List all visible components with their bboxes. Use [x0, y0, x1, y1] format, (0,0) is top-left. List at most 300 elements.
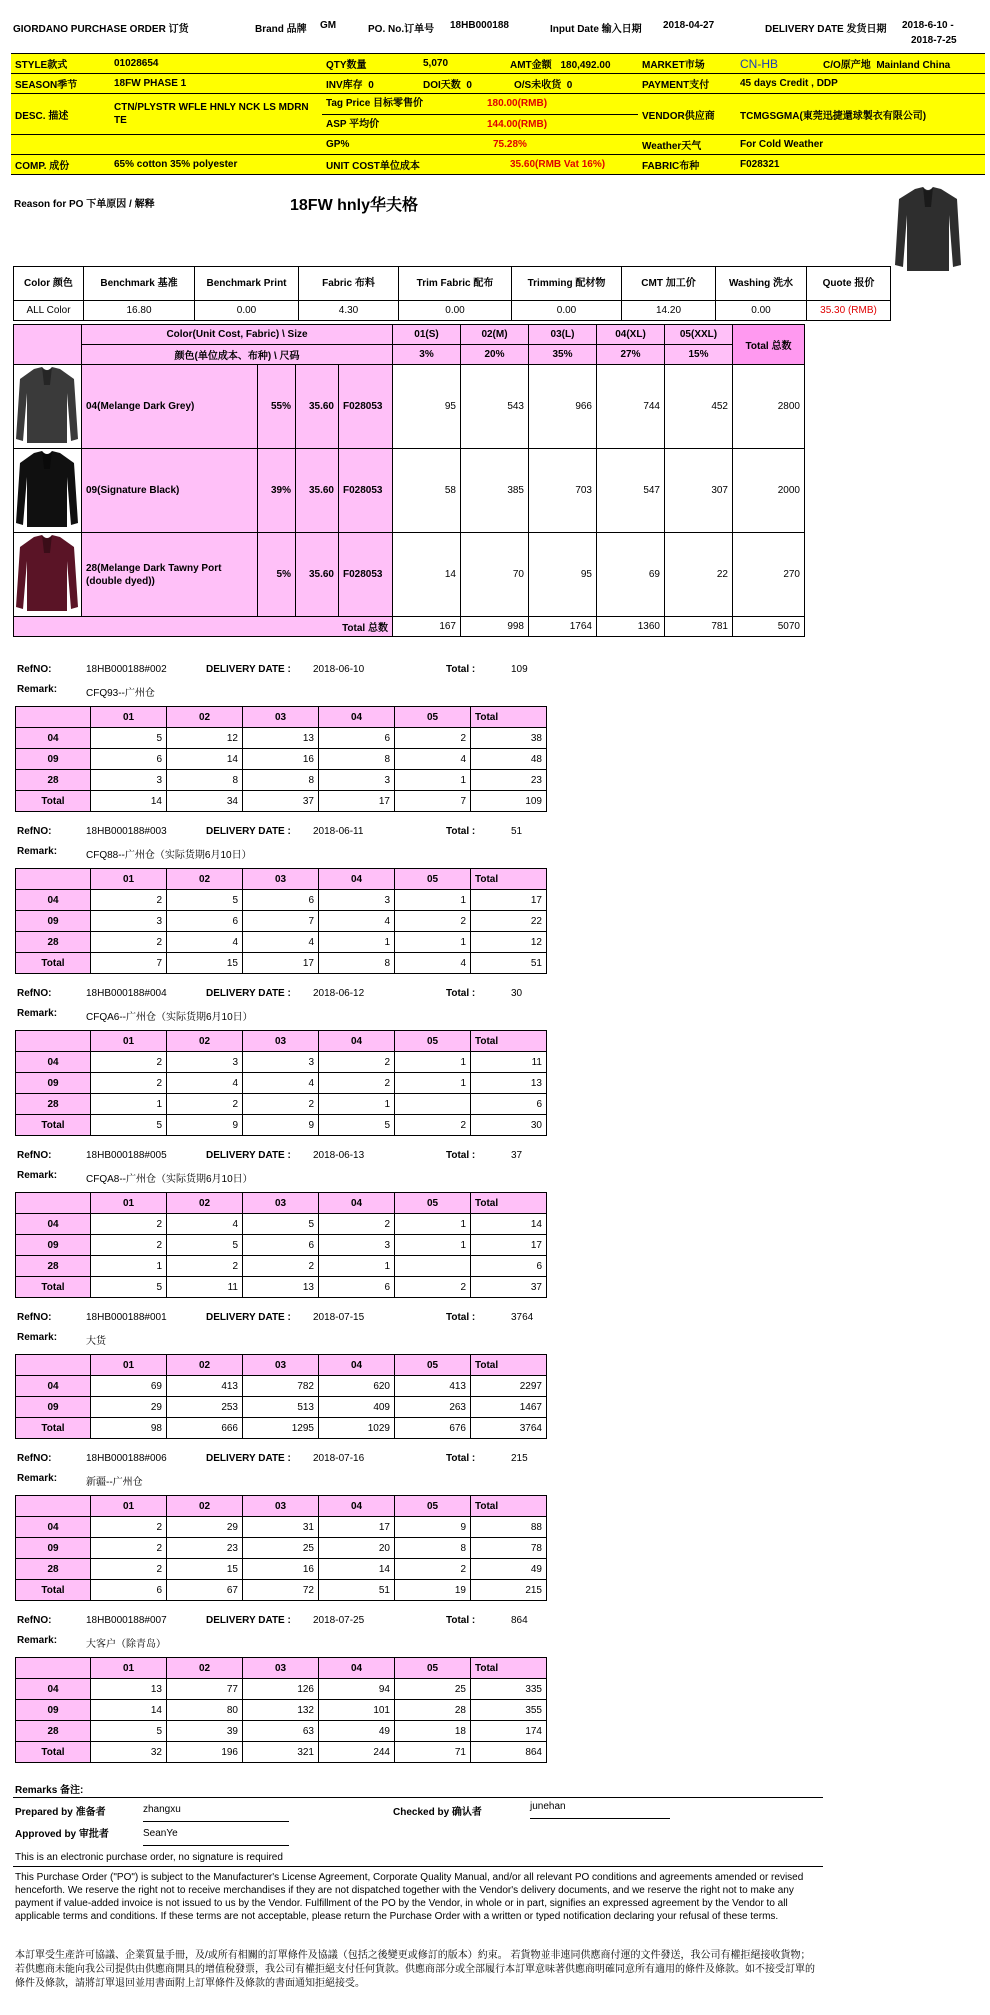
color-size-header: Color(Unit Cost, Fabric) \ Size: [82, 325, 393, 345]
delivery-qty: 864: [471, 1742, 547, 1763]
delivery-qty: 1: [395, 1052, 471, 1073]
delivery-qty: 9: [395, 1517, 471, 1538]
delivery-qty: 2: [91, 1517, 167, 1538]
style-label: STYLE款式: [15, 60, 68, 71]
delivery-qty: 1: [319, 932, 395, 953]
delivery-col-header: 01: [91, 707, 167, 728]
delivery-qty: 39: [167, 1721, 243, 1742]
delivery-qty: 49: [471, 1559, 547, 1580]
delivery-qty: 37: [471, 1277, 547, 1298]
grand-total-label: Total 总数: [342, 623, 388, 634]
delivery-col-header: Total: [471, 869, 547, 890]
qty-value: 5,070: [423, 58, 449, 69]
delivery-breakdown-table: [15, 1030, 547, 1136]
delivery-date-label: DELIVERY DATE :: [206, 826, 291, 837]
delivery-qty: 2: [167, 1094, 243, 1115]
delivery-qty: 3: [167, 1052, 243, 1073]
amt-value: 180,492.00: [560, 60, 611, 71]
total-value: 3764: [511, 1312, 534, 1323]
color-pct: 39%: [258, 449, 296, 533]
color-total: 270: [733, 533, 805, 617]
delivery-qty: 67: [167, 1580, 243, 1601]
delivery-col-header: 02: [167, 1658, 243, 1679]
delivery-qty: 14: [471, 1214, 547, 1235]
color-row: [14, 365, 805, 449]
delivery-qty: 25: [243, 1538, 319, 1559]
delivery-qty: 5: [243, 1214, 319, 1235]
delivery-qty: 2: [395, 911, 471, 932]
delivery-qty: 4: [395, 749, 471, 770]
delivery-col-header: 04: [319, 1193, 395, 1214]
delivery-qty: 4: [395, 953, 471, 974]
color-total: 2800: [733, 365, 805, 449]
benchmark-header-row: [14, 267, 891, 301]
delivery-date-value: 2018-06-13: [313, 1150, 365, 1161]
delivery-qty: 2297: [471, 1376, 547, 1397]
grand-total-cell: 167: [393, 617, 461, 637]
delivery-qty: 51: [471, 953, 547, 974]
gp-value: 75.28%: [493, 139, 527, 150]
color-total: 2000: [733, 449, 805, 533]
benchmark-cell: 14.20: [622, 301, 716, 321]
delivery-qty: 335: [471, 1679, 547, 1700]
color-name: 28(Melange Dark Tawny Port (double dyed)): [82, 533, 258, 617]
size-qty: 543: [461, 365, 529, 449]
delivery-qty: 1: [91, 1094, 167, 1115]
color-cost: 35.60: [296, 449, 339, 533]
delivery-qty: 2: [395, 1115, 471, 1136]
delivery-qty: 16: [243, 749, 319, 770]
doi-value: 0: [466, 80, 472, 91]
color-cost: 35.60: [296, 365, 339, 449]
color-name: 04(Melange Dark Grey): [82, 365, 258, 449]
benchmark-value-row: [14, 301, 891, 321]
total-label: Total :: [446, 1615, 476, 1626]
delivery-col-header: 01: [91, 1355, 167, 1376]
delivery-qty: 6: [167, 911, 243, 932]
delivery-breakdown-table: [15, 706, 547, 812]
refno-label: RefNO:: [17, 826, 52, 837]
delivery-qty: 6: [243, 890, 319, 911]
delivery-qty: 8: [319, 749, 395, 770]
approved-label: Approved by 审批者: [15, 1829, 109, 1840]
size-qty: 14: [393, 533, 461, 617]
unit-cost-value: 35.60(RMB Vat 16%): [510, 159, 606, 170]
delivery-col-header: 05: [395, 707, 471, 728]
delivery-date-label: DELIVERY DATE :: [206, 664, 291, 675]
po-number: 18HB000188: [450, 20, 509, 31]
asp-value: 144.00(RMB): [487, 119, 548, 130]
benchmark-header: Washing 洗水: [716, 267, 807, 301]
color-swatch-photo: [14, 449, 82, 533]
desc-label: DESC. 描述: [15, 110, 69, 122]
delivery-qty: 51: [319, 1580, 395, 1601]
delivery-qty: 4: [167, 932, 243, 953]
delivery-qty: 2: [243, 1256, 319, 1277]
comp-label: COMP. 成份: [15, 161, 70, 172]
delivery-qty: 38: [471, 728, 547, 749]
comp-value: 65% cotton 35% polyester: [114, 159, 238, 170]
delivery-qty: 1: [319, 1094, 395, 1115]
delivery-qty: 3: [91, 770, 167, 791]
total-header: Total 总数: [733, 325, 805, 365]
delivery-qty: 3: [319, 770, 395, 791]
grand-total-cell: 1360: [597, 617, 665, 637]
season-value: 18FW PHASE 1: [114, 78, 187, 89]
co-value: Mainland China: [876, 60, 951, 71]
delivery-qty: 321: [243, 1742, 319, 1763]
delivery-qty: 17: [471, 1235, 547, 1256]
delivery-col-header: Total: [471, 1031, 547, 1052]
delivery-qty: 1: [395, 1235, 471, 1256]
total-value: 37: [511, 1150, 523, 1161]
delivery-col-header: 05: [395, 869, 471, 890]
delivery-qty: 15: [167, 1559, 243, 1580]
delivery-qty: 2: [91, 1538, 167, 1559]
refno-label: RefNO:: [17, 1312, 52, 1323]
size-header: 05(XXL): [665, 325, 733, 345]
delivery-qty: 98: [91, 1418, 167, 1439]
remark-value: CFQA6--广州仓（实际货期6月10日）: [86, 1012, 253, 1023]
delivery-row-label: 09: [16, 911, 91, 932]
benchmark-cell: ALL Color: [14, 301, 84, 321]
remark-value: CFQA8--广州仓（实际货期6月10日）: [86, 1174, 253, 1185]
delivery-qty: 2: [395, 1277, 471, 1298]
delivery-qty: 6: [91, 749, 167, 770]
delivery-col-header: 03: [243, 1193, 319, 1214]
delivery-col-header: 04: [319, 1031, 395, 1052]
delivery-qty: 8: [395, 1538, 471, 1559]
refno-label: RefNO:: [17, 1615, 52, 1626]
delivery-qty: 8: [319, 953, 395, 974]
asp-label: ASP 平均价: [326, 119, 380, 130]
brand-label: Brand 品牌: [255, 24, 307, 35]
input-date: 2018-04-27: [663, 20, 715, 31]
delivery-qty: 2: [319, 1214, 395, 1235]
info-table: [11, 53, 985, 175]
remark-value: 新疆--广州仓: [86, 1477, 143, 1488]
size-qty: 307: [665, 449, 733, 533]
size-header: 02(M): [461, 325, 529, 345]
delivery-row-label: 28: [16, 770, 91, 791]
prepared-label: Prepared by 准备者: [15, 1807, 106, 1818]
total-value: 215: [511, 1453, 528, 1464]
delivery-qty: 9: [167, 1115, 243, 1136]
delivery-date-label: DELIVERY DATE :: [206, 1453, 291, 1464]
delivery-row-label: Total: [16, 953, 91, 974]
delivery-col-header: 01: [91, 869, 167, 890]
grand-total-cell: 781: [665, 617, 733, 637]
refno-label: RefNO:: [17, 664, 52, 675]
delivery-qty: 1: [395, 1214, 471, 1235]
delivery-row-label: 28: [16, 1094, 91, 1115]
delivery-col-header: 05: [395, 1031, 471, 1052]
size-pct: 35%: [529, 345, 597, 365]
season-label: SEASON季节: [15, 80, 78, 91]
delivery-qty: [395, 1094, 471, 1115]
delivery-qty: 19: [395, 1580, 471, 1601]
delivery-qty: 29: [91, 1397, 167, 1418]
vendor-value: TCMGSGMA(東莞迅捷還球製衣有限公司): [740, 110, 927, 122]
delivery-col-header: 03: [243, 1658, 319, 1679]
tag-price-value: 180.00(RMB): [487, 98, 548, 109]
size-pct: 15%: [665, 345, 733, 365]
delivery-qty: 6: [91, 1580, 167, 1601]
delivery-row-label: 09: [16, 1073, 91, 1094]
total-value: 864: [511, 1615, 528, 1626]
delivery-qty: 174: [471, 1721, 547, 1742]
total-label: Total :: [446, 826, 476, 837]
delivery-qty: 6: [319, 728, 395, 749]
total-label: Total :: [446, 1150, 476, 1161]
remark-value: 大客户（除青岛）: [86, 1639, 166, 1650]
delivery-col-header: 01: [91, 1496, 167, 1517]
remark-value: CFQ88--广州仓（实际货期6月10日）: [86, 850, 252, 861]
delivery-col-header: 01: [91, 1658, 167, 1679]
delivery-qty: 9: [243, 1115, 319, 1136]
color-fabric: F028053: [339, 365, 393, 449]
color-fabric: F028053: [339, 533, 393, 617]
delivery-qty: 253: [167, 1397, 243, 1418]
delivery-qty: 263: [395, 1397, 471, 1418]
delivery-date-label: DELIVERY DATE 发货日期: [765, 24, 887, 35]
delivery-qty: 17: [319, 791, 395, 812]
delivery-qty: 196: [167, 1742, 243, 1763]
brand-value: GM: [320, 20, 337, 31]
product-name: 18FW hnly华夫格: [290, 197, 419, 214]
delivery-qty: 94: [319, 1679, 395, 1700]
delivery-col-header: 03: [243, 707, 319, 728]
delivery-qty: 2: [91, 1214, 167, 1235]
delivery-qty: 513: [243, 1397, 319, 1418]
delivery-qty: 4: [243, 1073, 319, 1094]
remark-label: Remark:: [17, 1170, 58, 1181]
color-pct: 5%: [258, 533, 296, 617]
remark-value: CFQ93--广州仓: [86, 688, 155, 699]
delivery-col-header: 05: [395, 1496, 471, 1517]
delivery-row-label: 04: [16, 728, 91, 749]
reason-label: Reason for PO 下单原因 / 解释: [14, 199, 155, 210]
delivery-qty: 6: [319, 1277, 395, 1298]
total-label: Total :: [446, 1312, 476, 1323]
delivery-qty: 7: [91, 953, 167, 974]
delivery-qty: 32: [91, 1742, 167, 1763]
remark-label: Remark:: [17, 1332, 58, 1343]
delivery-qty: 409: [319, 1397, 395, 1418]
delivery-row-label: 04: [16, 1376, 91, 1397]
delivery-qty: 17: [243, 953, 319, 974]
vendor-label: VENDOR供应商: [642, 110, 715, 122]
delivery-col-header: 01: [91, 1193, 167, 1214]
refno-value: 18HB000188#001: [86, 1312, 167, 1323]
delivery-qty: 88: [471, 1517, 547, 1538]
delivery-qty: 17: [471, 890, 547, 911]
delivery-qty: 25: [395, 1679, 471, 1700]
color-row: [14, 449, 805, 533]
delivery-col-header: 04: [319, 1658, 395, 1679]
delivery-date-label: DELIVERY DATE :: [206, 1312, 291, 1323]
delivery-row-label: 28: [16, 1721, 91, 1742]
delivery-qty: 676: [395, 1418, 471, 1439]
delivery-date-range: 2018-6-10 -: [902, 20, 954, 31]
remark-label: Remark:: [17, 1008, 58, 1019]
size-pct: 3%: [393, 345, 461, 365]
delivery-qty: 14: [91, 1700, 167, 1721]
delivery-row-label: Total: [16, 791, 91, 812]
delivery-qty: 13: [243, 1277, 319, 1298]
fabric-value: F028321: [740, 159, 780, 170]
delivery-col-header: Total: [471, 1658, 547, 1679]
tag-price-label: Tag Price 目标零售价: [326, 98, 424, 109]
delivery-qty: 6: [471, 1094, 547, 1115]
delivery-qty: 109: [471, 791, 547, 812]
delivery-qty: 782: [243, 1376, 319, 1397]
color-fabric: F028053: [339, 449, 393, 533]
benchmark-header: CMT 加工价: [622, 267, 716, 301]
delivery-qty: 413: [167, 1376, 243, 1397]
grand-total-cell: 5070: [733, 617, 805, 637]
delivery-qty: 69: [91, 1376, 167, 1397]
delivery-qty: 3: [91, 911, 167, 932]
color-size-table: [13, 324, 805, 637]
delivery-qty: 72: [243, 1580, 319, 1601]
electronic-note: This is an electronic purchase order, no signature is required: [15, 1852, 283, 1863]
refno-label: RefNO:: [17, 988, 52, 999]
delivery-col-header: 04: [319, 1355, 395, 1376]
delivery-qty: 2: [167, 1256, 243, 1277]
delivery-qty: 49: [319, 1721, 395, 1742]
delivery-qty: 30: [471, 1115, 547, 1136]
delivery-qty: 23: [471, 770, 547, 791]
delivery-row-label: 04: [16, 1679, 91, 1700]
size-qty: 385: [461, 449, 529, 533]
size-header: 03(L): [529, 325, 597, 345]
delivery-qty: 1295: [243, 1418, 319, 1439]
delivery-row-label: 04: [16, 890, 91, 911]
delivery-qty: 7: [243, 911, 319, 932]
delivery-col-header: Total: [471, 1193, 547, 1214]
delivery-col-header: 02: [167, 1355, 243, 1376]
delivery-row-label: 09: [16, 749, 91, 770]
delivery-qty: 3: [243, 1052, 319, 1073]
delivery-col-header: 05: [395, 1658, 471, 1679]
delivery-qty: 11: [167, 1277, 243, 1298]
delivery-qty: 63: [243, 1721, 319, 1742]
delivery-qty: 13: [91, 1679, 167, 1700]
delivery-qty: 126: [243, 1679, 319, 1700]
delivery-date-value: 2018-07-25: [313, 1615, 365, 1626]
delivery-qty: 14: [319, 1559, 395, 1580]
delivery-row-label: 09: [16, 1700, 91, 1721]
delivery-qty: 2: [91, 1052, 167, 1073]
delivery-col-header: 01: [91, 1031, 167, 1052]
delivery-date-label: DELIVERY DATE :: [206, 988, 291, 999]
delivery-row-label: 04: [16, 1214, 91, 1235]
delivery-col-header: 03: [243, 1496, 319, 1517]
delivery-qty: 1: [395, 1073, 471, 1094]
co-label: C/O原产地: [823, 60, 871, 71]
delivery-qty: 6: [471, 1256, 547, 1277]
delivery-date-value: 2018-07-16: [313, 1453, 365, 1464]
delivery-col-header: 04: [319, 869, 395, 890]
delivery-qty: 1: [319, 1256, 395, 1277]
delivery-qty: 2: [91, 1235, 167, 1256]
delivery-qty: 2: [91, 890, 167, 911]
benchmark-cell: 0.00: [195, 301, 299, 321]
delivery-row-label: 04: [16, 1517, 91, 1538]
delivery-qty: 77: [167, 1679, 243, 1700]
refno-value: 18HB000188#002: [86, 664, 167, 675]
size-header: 04(XL): [597, 325, 665, 345]
color-pct: 55%: [258, 365, 296, 449]
delivery-qty: 5: [167, 1235, 243, 1256]
benchmark-cell: 16.80: [84, 301, 195, 321]
delivery-qty: 2: [395, 728, 471, 749]
delivery-qty: 28: [395, 1700, 471, 1721]
size-qty: 744: [597, 365, 665, 449]
color-name: 09(Signature Black): [82, 449, 258, 533]
delivery-col-header: 05: [395, 1193, 471, 1214]
delivery-date-range-end: 2018-7-25: [911, 35, 957, 46]
delivery-col-header: 04: [319, 1496, 395, 1517]
benchmark-header: Fabric 布料: [299, 267, 399, 301]
benchmark-header: Benchmark 基准: [84, 267, 195, 301]
size-qty: 58: [393, 449, 461, 533]
delivery-qty: 12: [167, 728, 243, 749]
benchmark-header: Trimming 配材物: [512, 267, 622, 301]
delivery-qty: 413: [395, 1376, 471, 1397]
terms-chinese: 本訂單受生產許可協議、企業質量手冊，及/或所有相關的訂單條件及協議（包括之後變更或修訂的版本）約束。 若貨物並非連同供應商付運的文件發送，我公司有權拒絕接收貨物；若供應商未能向我公司提供由供應商開具的增值稅發票，我公司有權拒絕支付任何貨款。供應商部分或全部履行本訂單意味著供應商明確同意所有適用的條件及條款。如不接受訂單的條件及條款，請將訂單退回並用書面附上訂單條件及條款的書面通知拒絕接受。: [15, 1950, 815, 1989]
delivery-col-header: 02: [167, 1031, 243, 1052]
delivery-row-label: 28: [16, 1256, 91, 1277]
delivery-qty: 13: [471, 1073, 547, 1094]
delivery-qty: 6: [243, 1235, 319, 1256]
delivery-col-header: Total: [471, 1355, 547, 1376]
total-label: Total :: [446, 1453, 476, 1464]
delivery-qty: 2: [91, 1073, 167, 1094]
delivery-date-label: DELIVERY DATE :: [206, 1150, 291, 1161]
color-swatch-photo: [14, 533, 82, 617]
remark-label: Remark:: [17, 1635, 58, 1646]
remarks-label: Remarks 备注:: [15, 1785, 84, 1796]
delivery-qty: 31: [243, 1517, 319, 1538]
remark-value: 大货: [86, 1336, 106, 1347]
remark-label: Remark:: [17, 1473, 58, 1484]
delivery-qty: 666: [167, 1418, 243, 1439]
delivery-qty: 2: [243, 1094, 319, 1115]
size-qty: 95: [529, 533, 597, 617]
delivery-col-header: Total: [471, 1496, 547, 1517]
qty-label: QTY数量: [326, 60, 367, 71]
delivery-row-label: Total: [16, 1115, 91, 1136]
delivery-date-value: 2018-06-10: [313, 664, 365, 675]
checked-label: Checked by 确认者: [393, 1807, 482, 1818]
delivery-qty: 23: [167, 1538, 243, 1559]
delivery-qty: 132: [243, 1700, 319, 1721]
delivery-row-label: 28: [16, 1559, 91, 1580]
delivery-qty: 11: [471, 1052, 547, 1073]
delivery-qty: 12: [471, 932, 547, 953]
delivery-qty: 20: [319, 1538, 395, 1559]
delivery-qty: 620: [319, 1376, 395, 1397]
delivery-qty: 215: [471, 1580, 547, 1601]
delivery-qty: 18: [395, 1721, 471, 1742]
delivery-qty: 4: [167, 1214, 243, 1235]
product-photo: [893, 185, 963, 273]
input-date-label: Input Date 输入日期: [550, 24, 642, 35]
delivery-col-header: 04: [319, 707, 395, 728]
delivery-breakdown-table: [15, 1192, 547, 1298]
